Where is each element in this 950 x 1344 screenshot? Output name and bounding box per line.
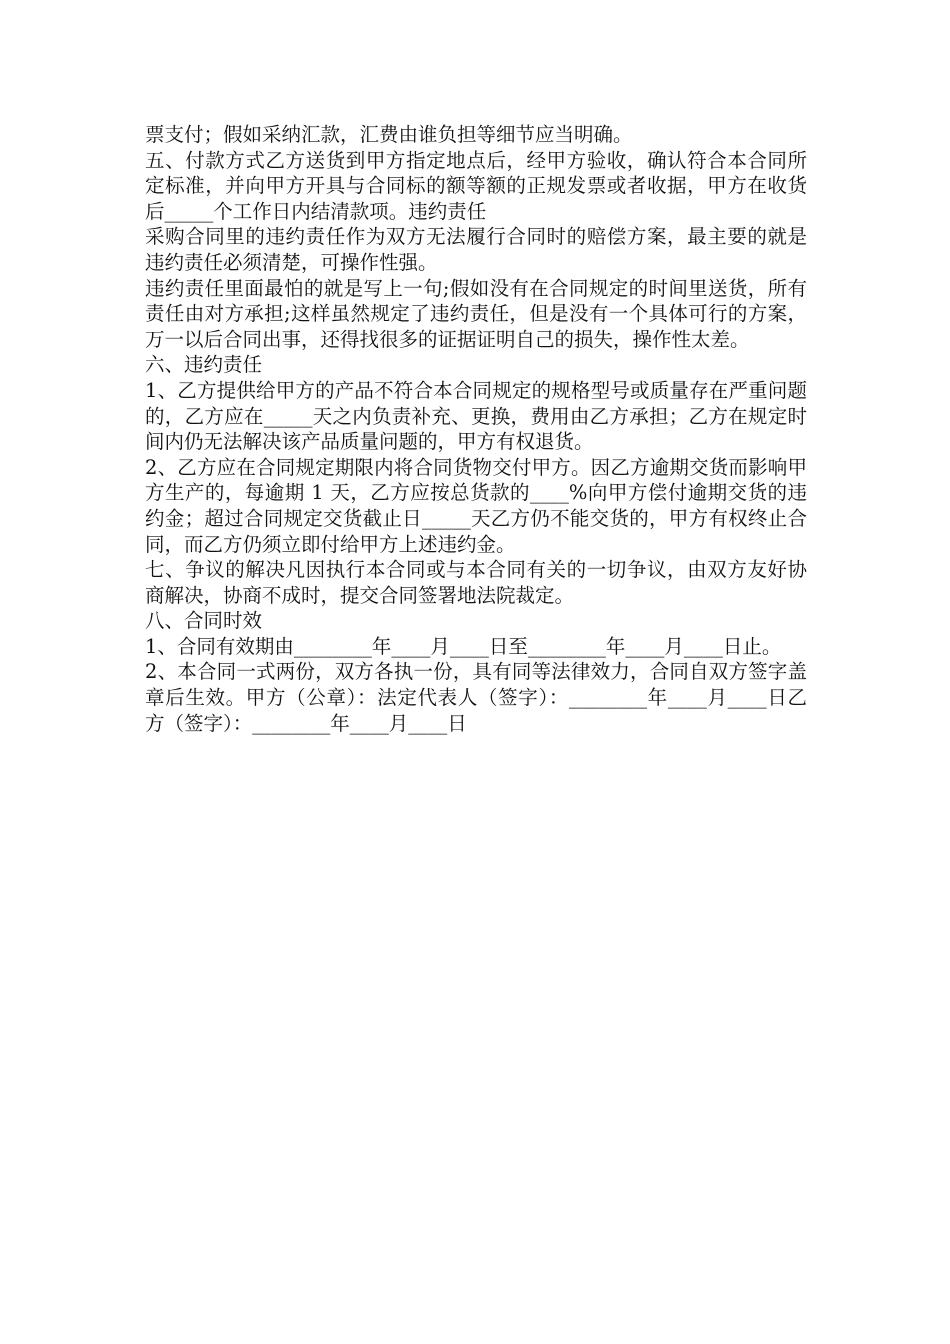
heading-section-8: 八、合同时效 — [145, 609, 263, 633]
paragraph-liability-warning: 违约责任里面最怕的就是写上一句;假如没有在合同规定的时间里送货，所有责任由对方承担;这样虽然规定了违约责任，但是没有一个具体可行的方案，万一以后合同出事，还得找很多的证据证明自己的损失，操作性太差。 — [145, 276, 807, 351]
paragraph-clause-6-2: 2、乙方应在合同规定期限内将合同货物交付甲方。因乙方逾期交货而影响甲方生产的，每逾期 1 天，乙方应按总货款的____%向甲方偿付逾期交货的违约金；超过合同规定交货截止日_____天乙方仍不能交货的，甲方有权终止合同，而乙方仍须立即付给甲方上述违约金。 — [145, 455, 807, 556]
paragraph-section-7: 七、争议的解决凡因执行本合同或与本合同有关的一切争议，由双方友好协商解决，协商不成时，提交合同签署地法院裁定。 — [145, 558, 807, 607]
document-body — [145, 122, 807, 736]
paragraph-clause-8-2: 2、本合同一式两份，双方各执一份，具有同等法律效力，合同自双方签字盖章后生效。甲方（公章）：法定代表人（签字）：________年____月____日乙方（签字）：________年____月____日 — [145, 660, 807, 735]
heading-section-6: 六、违约责任 — [145, 353, 263, 377]
paragraph-liability-intro: 采购合同里的违约责任作为双方无法履行合同时的赔偿方案，最主要的就是违约责任必须清楚，可操作性强。 — [145, 225, 807, 274]
paragraph-payment-note: 票支付；假如采纳汇款，汇费由谁负担等细节应当明确。 — [145, 123, 633, 146]
paragraph-clause-6-1: 1、乙方提供给甲方的产品不符合本合同规定的规格型号或质量存在严重问题的，乙方应在_____天之内负责补充、更换，费用由乙方承担；乙方在规定时间内仍无法解决该产品质量问题的，甲方有权退货。 — [145, 378, 807, 454]
paragraph-payment-method: 五、付款方式乙方送货到甲方指定地点后，经甲方验收，确认符合本合同所定标准，并向甲方开具与合同标的额等额的正规发票或者收据，甲方在收货后_____个工作日内结清款项。违约责任 — [145, 148, 807, 223]
paragraph-clause-8-1: 1、合同有效期由________年____月____日至________年____月____日止。 — [145, 634, 782, 658]
